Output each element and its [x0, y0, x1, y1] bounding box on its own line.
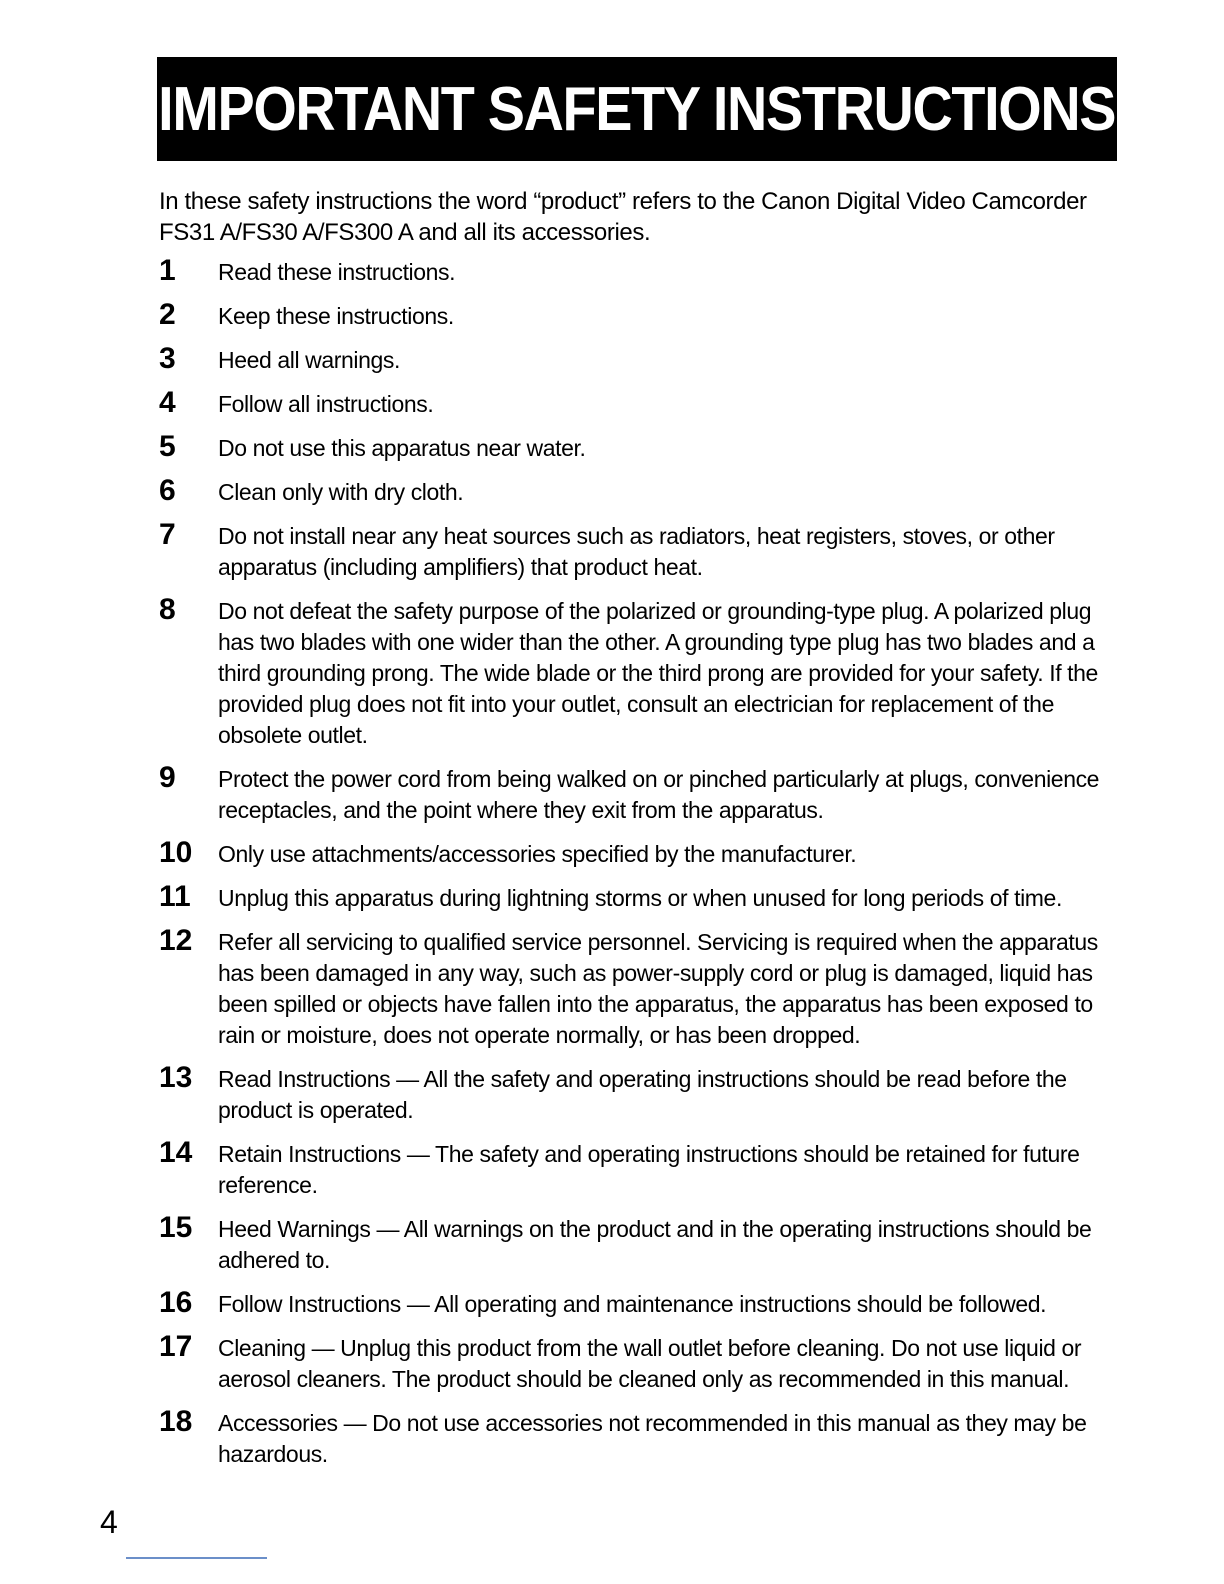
item-number: 16 — [159, 1286, 193, 1319]
item-number: 1 — [159, 254, 176, 287]
item-text: Do not defeat the safety purpose of the polarized or grounding-type plug. A polarized plug has two blades with one wider than the other. A grounding type plug has two blades and a third grounding prong. The wide blade or the third prong are provided for your safety. If the provided plug does not fit into your outlet, consult an electrician for replacement of the obsolete outlet. — [218, 598, 1098, 748]
list-item-17 — [159, 1331, 1119, 1395]
list-item-7 — [159, 519, 1119, 583]
item-text: Unplug this apparatus during lightning storms or when unused for long periods of time. — [218, 885, 1062, 911]
list-item-12 — [159, 925, 1119, 1051]
item-text: Cleaning — Unplug this product from the wall outlet before cleaning. Do not use liquid or aerosol cleaners. The product should be cleaned only as recommended in this manual. — [218, 1335, 1082, 1392]
list-item-4 — [159, 387, 1119, 420]
item-text: Read these instructions. — [218, 259, 456, 285]
item-number: 15 — [159, 1211, 193, 1244]
item-text: Only use attachments/accessories specified by the manufacturer. — [218, 841, 857, 867]
item-text: Follow Instructions — All operating and maintenance instructions should be followed. — [218, 1291, 1047, 1317]
item-text: Accessories — Do not use accessories not recommended in this manual as they may be hazardous. — [218, 1410, 1087, 1467]
item-text: Keep these instructions. — [218, 303, 454, 329]
list-item-15 — [159, 1212, 1119, 1276]
list-item-9 — [159, 762, 1119, 826]
item-number: 18 — [159, 1405, 193, 1438]
item-text: Do not use this apparatus near water. — [218, 435, 586, 461]
item-text: Follow all instructions. — [218, 391, 434, 417]
page-title: IMPORTANT SAFETY INSTRUCTIONS — [158, 74, 1116, 144]
list-item-3 — [159, 343, 1119, 376]
list-item-8 — [159, 594, 1119, 751]
item-text: Refer all servicing to qualified service personnel. Servicing is required when the apparatus has been damaged in any way, such as power-supply cord or plug is damaged, liquid has been spilled or objects have fallen into the apparatus, the apparatus has been exposed to rain or moisture, does not operate normally, or has been dropped. — [218, 929, 1098, 1048]
item-text: Heed Warnings — All warnings on the product and in the operating instructions should be adhered to. — [218, 1216, 1092, 1273]
item-number: 6 — [159, 474, 176, 507]
item-number: 14 — [159, 1136, 193, 1169]
intro-paragraph: In these safety instructions the word “product” refers to the Canon Digital Video Camcorder FS31 A/FS30 A/FS300 A and all its accessories. — [159, 188, 1087, 246]
item-number: 8 — [159, 593, 176, 626]
item-number: 2 — [159, 298, 176, 331]
item-number: 12 — [159, 924, 193, 957]
item-number: 5 — [159, 430, 176, 463]
list-item-1 — [159, 255, 1119, 288]
page-number: 4 — [100, 1504, 118, 1540]
list-item-6 — [159, 475, 1119, 508]
item-text: Clean only with dry cloth. — [218, 479, 464, 505]
list-item-16 — [159, 1287, 1119, 1320]
item-number: 17 — [159, 1330, 193, 1363]
item-text: Retain Instructions — The safety and operating instructions should be retained for future reference. — [218, 1141, 1080, 1198]
list-item-2 — [159, 299, 1119, 332]
list-item-14 — [159, 1137, 1119, 1201]
safety-instructions-list — [159, 255, 1119, 1481]
list-item-5 — [159, 431, 1119, 464]
title-banner — [157, 57, 1117, 161]
item-text: Heed all warnings. — [218, 347, 401, 373]
item-number: 13 — [159, 1061, 193, 1094]
list-item-10 — [159, 837, 1119, 870]
item-text: Do not install near any heat sources such as radiators, heat registers, stoves, or other apparatus (including amplifiers) that product heat. — [218, 523, 1055, 580]
item-number: 10 — [159, 836, 193, 869]
item-number: 3 — [159, 342, 176, 375]
item-number: 4 — [159, 386, 176, 419]
list-item-18 — [159, 1406, 1119, 1470]
item-number: 11 — [159, 880, 191, 913]
list-item-11 — [159, 881, 1119, 914]
item-number: 9 — [159, 761, 176, 794]
item-text: Read Instructions — All the safety and operating instructions should be read before the product is operated. — [218, 1066, 1067, 1123]
item-text: Protect the power cord from being walked on or pinched particularly at plugs, convenience receptacles, and the point where they exit from the apparatus. — [218, 766, 1100, 823]
item-number: 7 — [159, 518, 176, 551]
list-item-13 — [159, 1062, 1119, 1126]
footer-divider — [126, 1557, 267, 1559]
